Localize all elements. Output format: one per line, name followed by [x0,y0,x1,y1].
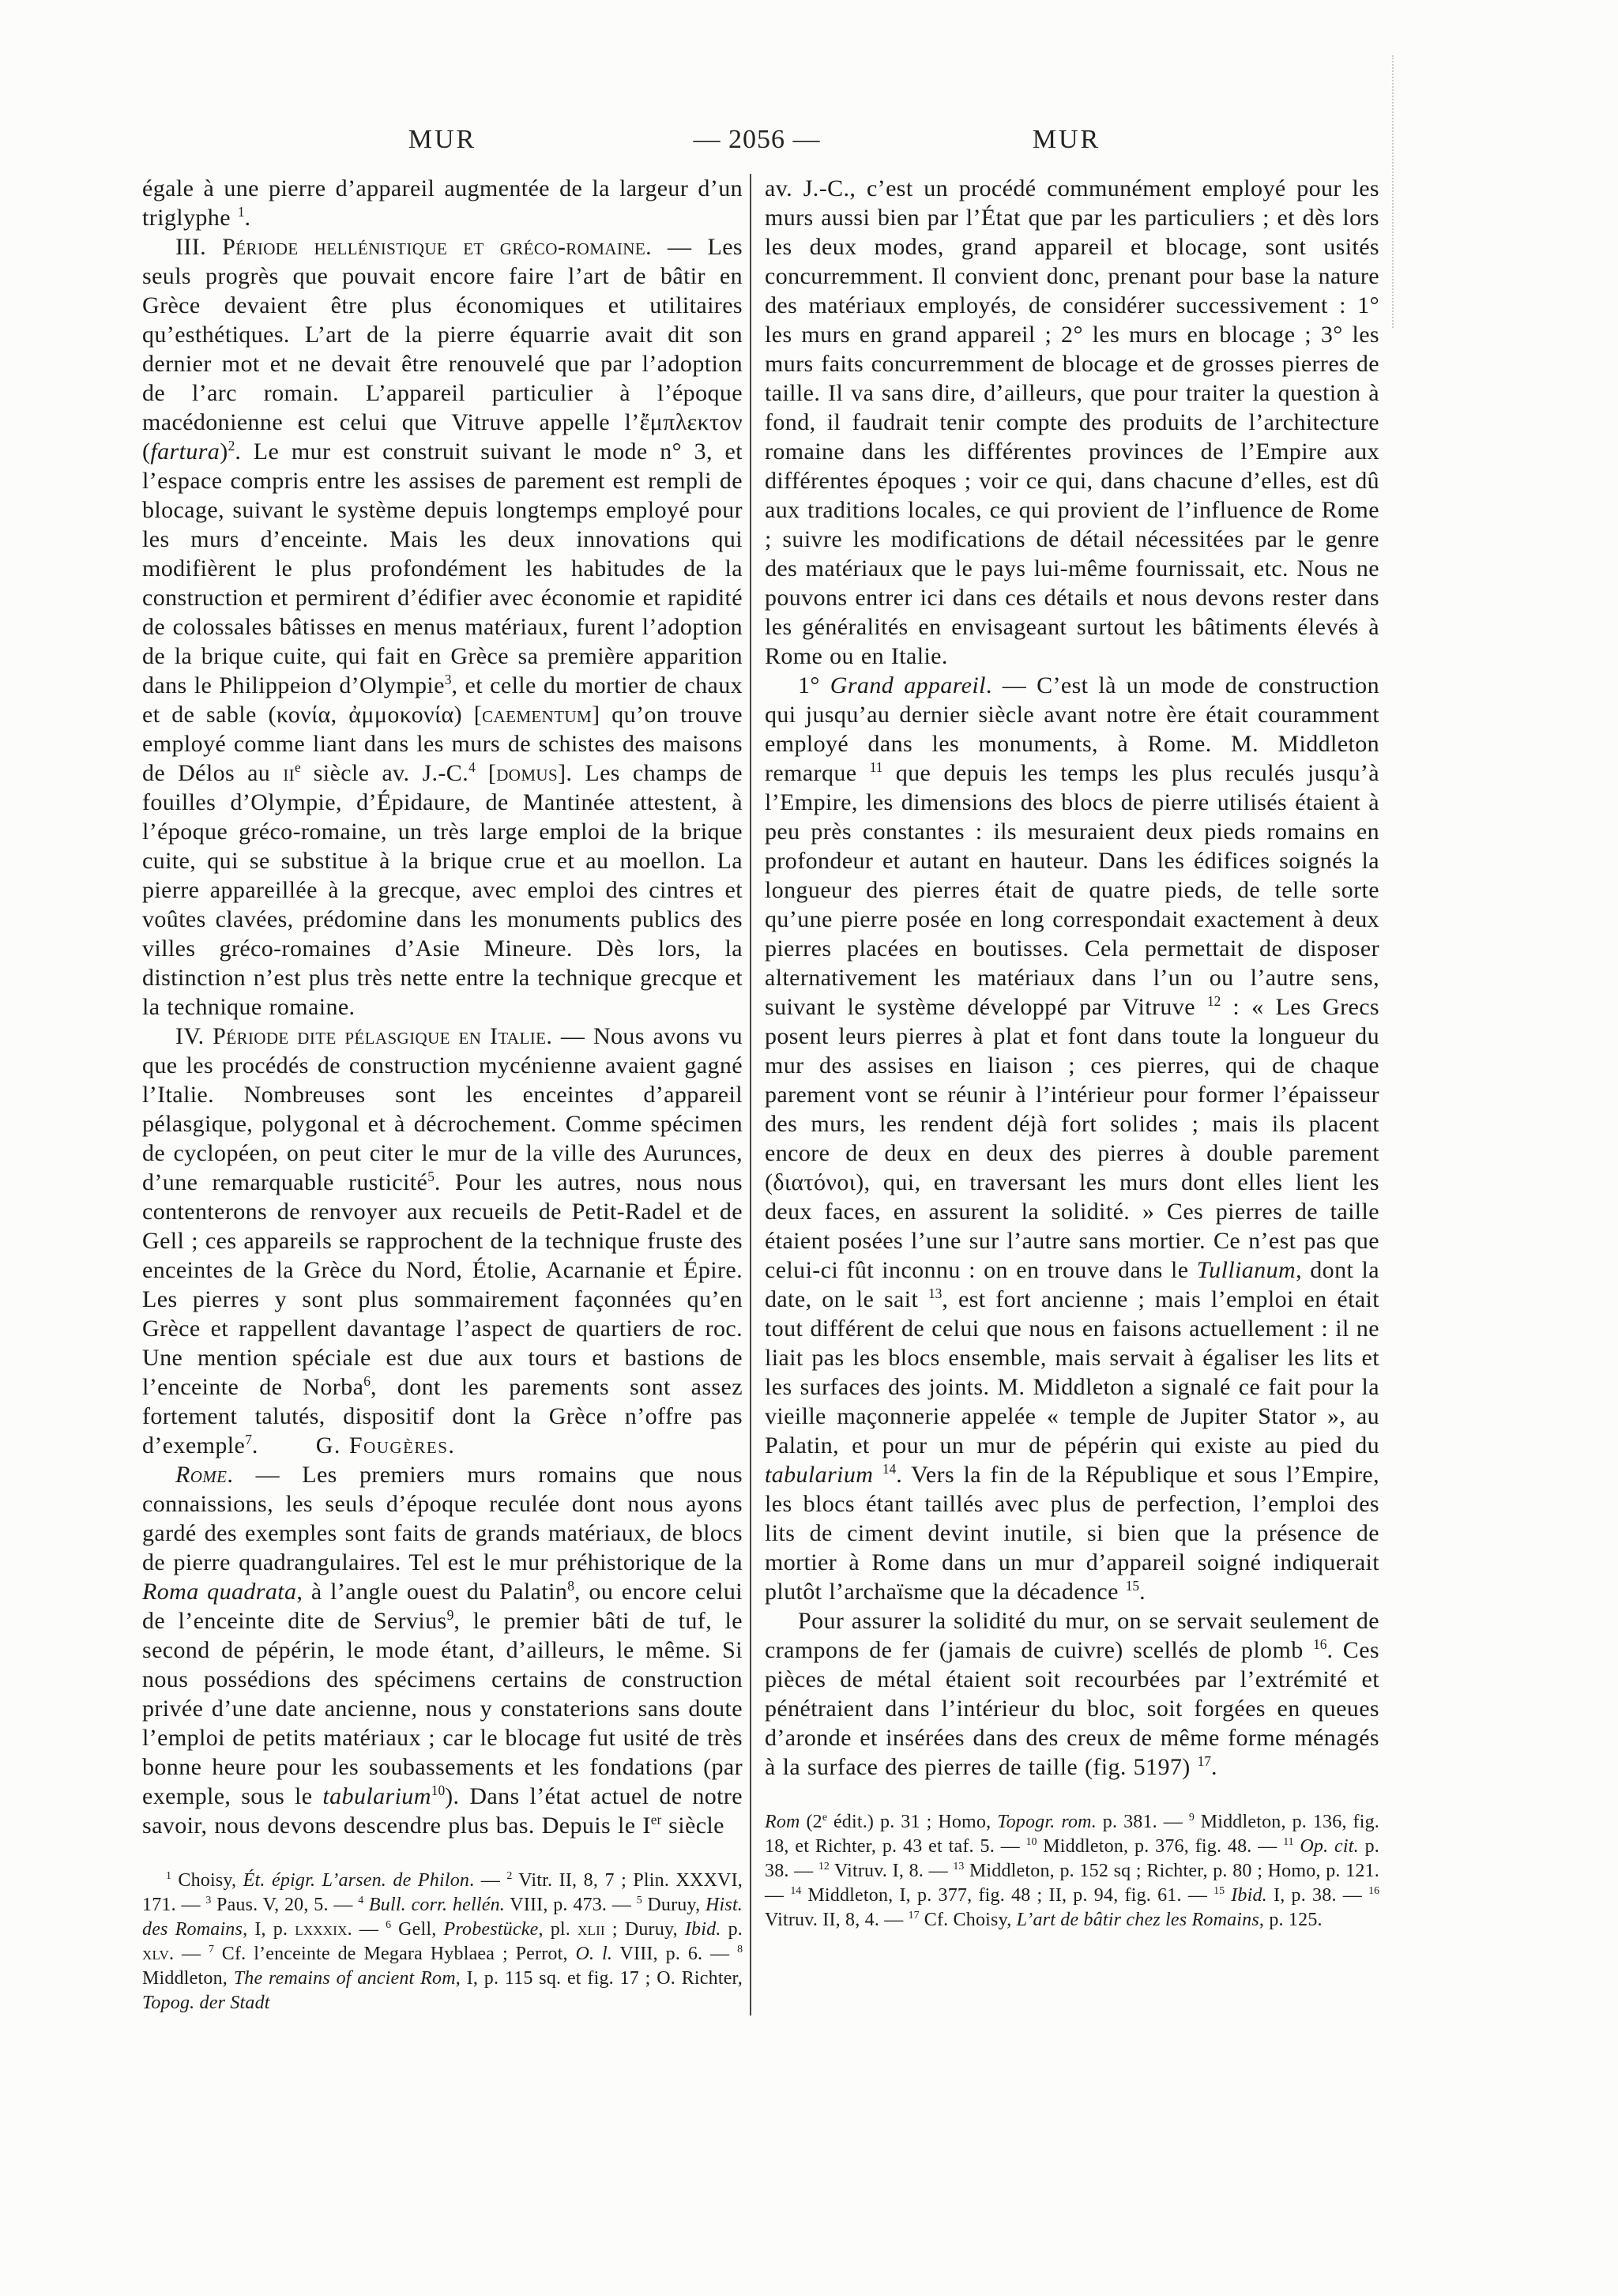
left-column [142,174,743,2016]
right-column [750,174,1379,2016]
footnote-block-right: Rom (2e édit.) p. 31 ; Homo, Topogr. rom. p. 381. — $^9$ Middleton, p. 136, fig. 18, et Richter, p. 43 et taf. 5. — $^{10}$ Middleton, p. 376, fig. 48. — $^{11}$ Op. cit. p. 38. — $^{12}$ Vitruv. I, 8. — $^{13}$ Middleton, p. 152 sq ; Richter, p. 80 ; Homo, p. 121. — $^{14}$ Middleton, I, p. 377, fig. 48 ; II, p. 94, fig. 61. — $^{15}$ Ibid. I, p. 38. — $^{16}$ Vitruv. II, 8, 4. — $^{17}$ Cf. Choisy, L’art de bâtir chez les Romains, p. 125. [765,1812,1380,1930]
running-title-left: MUR [408,125,477,154]
running-title-right: MUR [1032,125,1101,154]
right-column-text [765,174,1379,1782]
paragraph-continuation-triglyphe: égale à une pierre d’appareil augmentée de la largeur d’un triglyphe $^1$. [142,175,743,231]
text-block [142,174,1379,2016]
section-iii-periode-hellenistique: III. Période hellénistique et gréco-romaine. — Les seuls progrès que pouvait encore faire l’art de bâtir en Grèce devaient être plus économiques et utilitaires qu’esthétiques. L’art de la pierre équarrie avait dit son dernier mot et ne devait être renouvelé que par l’adoption de l’arc romain. L’appareil particulier à l’époque macédonienne est celui que Vitruve appelle l’ἔμπλεκτον (fartura)$^2$. Le mur est construit suivant le mode n° 3, et l’espace compris entre les assises de parement est rempli de blocage, suivant le système depuis longtemps employé pour les murs d’enceinte. Mais les deux innovations qui modifièrent le plus profondément les habitudes de la construction et permirent d’édifier avec économie et rapidité de colossales bâtisses en menus matériaux, furent l’adoption de la brique cuite, qui fait en Grèce sa première apparition dans le Philippeion d’Olympie$^3$, et celle du mortier de chaux et de sable (κονία, ἀμμοκονία) [caementum] qu’on trouve employé comme liant dans les murs de schistes des maisons de Délos au $ii^e$ siècle av. J.-C.$^4$ [domus]. Les champs de fouilles d’Olympie, d’Épidaure, de Mantinée attestent, à l’époque gréco-romaine, un très large emploi de la brique cuite, qui se substitue à la brique crue et au moellon. La pierre appareillée à la grecque, avec emploi des cintres et voûtes clavées, prédomine dans les monuments publics des villes gréco-romaines d’Asie Mineure. Dès lors, la distinction n’est plus très nette entre la technique grecque et la technique romaine. [142,234,743,1020]
paragraph-continuation-blocage: av. J.-C., c’est un procédé communément employé pour les murs aussi bien par l’État que par les particuliers ; et dès lors les deux modes, grand appareil et blocage, sont usités concurremment. Il convient donc, prenant pour base la nature des matériaux employés, de considérer successivement : 1° les murs en grand appareil ; 2° les murs en blocage ; 3° les murs faits concurremment de blocage et de grosses pierres de taille. Il va sans dire, d’ailleurs, que pour traiter la question à fond, il faudrait tenir compte des produits de l’architecture romaine dans les différentes provinces de l’Empire aux différentes époques ; voir ce qui, dans chacune d’elles, est dû aux traditions locales, ce qui provient de l’influence de Rome ; suivre les modifications de détail nécessitées par le genre des matériaux que le pays lui-même fournissait, etc. Nous ne pouvons entrer ici dans ces détails et nous devons rester dans les généralités en envisageant surtout les bâtiments élevés à Rome ou en Italie. [765,175,1379,669]
section-rome: Rome. — Les premiers murs romains que nous connaissions, les seuls d’époque reculée dont nous ayons gardé des exemples sont faits de grands matériaux, de blocs de pierre quadrangulaires. Tel est le mur préhistorique de la Roma quadrata, à l’angle ouest du Palatin$^8$, ou encore celui de l’enceinte dite de Servius$^9$, le premier bâti de tuf, le second de pépérin, le mode étant, d’ailleurs, le même. Si nous possédions des spécimens certains de construction privée d’une date ancienne, nous y constaterions sans doute l’emploi de petits matériaux ; car le blocage fut usité de très bonne heure pour les soubassements et les fondations (par exemple, sous le tabularium$^{10}$). Dans l’état actuel de notre savoir, nous devons descendre plus bas. Depuis le Ier siècle [142,1462,743,1839]
section-iv-periode-pelasgique: IV. Période dite pélasgique en Italie. — Nous avons vu que les procédés de construction mycénienne avaient gagné l’Italie. Nombreuses sont les enceintes d’appareil pélasgique, polygonal et à décrochement. Comme spécimen de cyclopéen, on peut citer le mur de la ville des Aurunces, d’une remarquable rusticité$^5$. Pour les autres, nous nous contenterons de renvoyer aux recueils de Petit-Radel et de Gell ; ces appareils se rapprochent de la technique fruste des enceintes de la Grèce du Nord, Étolie, Acarnanie et Épire. Les pierres y sont plus sommairement façonnées qu’en Grèce et rappellent davantage l’aspect de quartiers de roc. Une mention spéciale est due aux tours et bastions de l’enceinte de Norba$^6$, dont les parements sont assez fortement talutés, dispositif dont la Grèce n’offre pas d’exemple$^7$. G. Fougères. [142,1023,743,1459]
section-grand-appareil: 1° Grand appareil. — C’est là un mode de construction qui jusqu’au dernier siècle avant notre ère était couramment employé dans les monuments, à Rome. M. Middleton remarque $^{11}$ que depuis les temps les plus reculés jusqu’à l’Empire, les dimensions des blocs de pierre utilisés étaient à peu près constantes : ils mesuraient deux pieds romains en profondeur et autant en hauteur. Dans les édifices soignés la longueur des pierres était de quatre pieds, de telle sorte qu’une pierre posée en long correspondait exactement à deux pierres placées en boutisses. Cela permettait de disposer alternativement les matériaux dans l’un ou l’autre sens, suivant le système développé par Vitruve $^{12}$ : « Les Grecs posent leurs pierres à plat et font dans toute la longueur du mur des assises en liaison ; ces pierres, qui de chaque parement vont se réunir à l’intérieur pour former l’épaisseur des murs, les rendent déjà fort solides ; mais ils placent encore de deux en deux des pierres à double parement (διατόνοι), qui, en traversant les murs dont elles lient les deux faces, en assurent la solidité. » Ces pierres de taille étaient posées l’une sur l’autre sans mortier. Ce n’est pas que celui-ci fût inconnu : on en trouve dans le Tullianum, dont la date, on le sait $^{13}$, est fort ancienne ; mais l’emploi en était tout différent de celui que nous en faisons actuellement : il ne liait pas les blocs ensemble, mais servait à égaliser les lits et les surfaces des joints. M. Middleton a signalé ce fait pour la vieille maçonnerie appelée « temple de Jupiter Stator », au Palatin, et pour un mur de pépérin qui existe au pied du tabularium $^{14}$. Vers la fin de la République et sous l’Empire, les blocs étant taillés avec plus de perfection, l’emploi des lits de ciment devint inutile, si bien que la présence de mortier à Rome dans un mur d’appareil soigné indiquerait plutôt l’archaïsme que la décadence $^{15}$. [765,672,1380,1605]
page-edge-dotted-line [1392,55,1394,328]
page-header [142,125,1379,164]
footnote-block-left: $^1$ Choisy, Ét. épigr. L’arsen. de Philon. — $^2$ Vitr. II, 8, 7 ; Plin. XXXVI, 171. — $^3$ Paus. V, 20, 5. — $^4$ Bull. corr. hellén. VIII, p. 473. — $^5$ Duruy, Hist. des Romains, I, p. lxxxix. — $^6$ Gell, Probestücke, pl. xlii ; Duruy, Ibid. p. xlv. — $^7$ Cf. l’enceinte de Megara Hyblaea ; Perrot, O. l. VIII, p. 6. — $^8$ Middleton, The remains of ancient Rom, I, p. 115 sq. et fig. 17 ; O. Richter, Topog. der Stadt [142,1870,743,2013]
paragraph-crampons: Pour assurer la solidité du mur, on se servait seulement de crampons de fer (jamais de cuivre) scellés de plomb $^{16}$. Ces pièces de métal étaient soit recourbées par l’extrémité et pénétraient dans l’intérieur du bloc, soit forgées en queues d’aronde et insérées dans des creux de même forme ménagés à la surface des pierres de taille (fig. 5197) $^{17}$. [765,1608,1380,1780]
left-column-footnotes [142,1869,743,2016]
left-column-text [142,174,743,1840]
page-number: — 2056 — [693,125,821,154]
right-column-footnotes [765,1810,1379,1933]
